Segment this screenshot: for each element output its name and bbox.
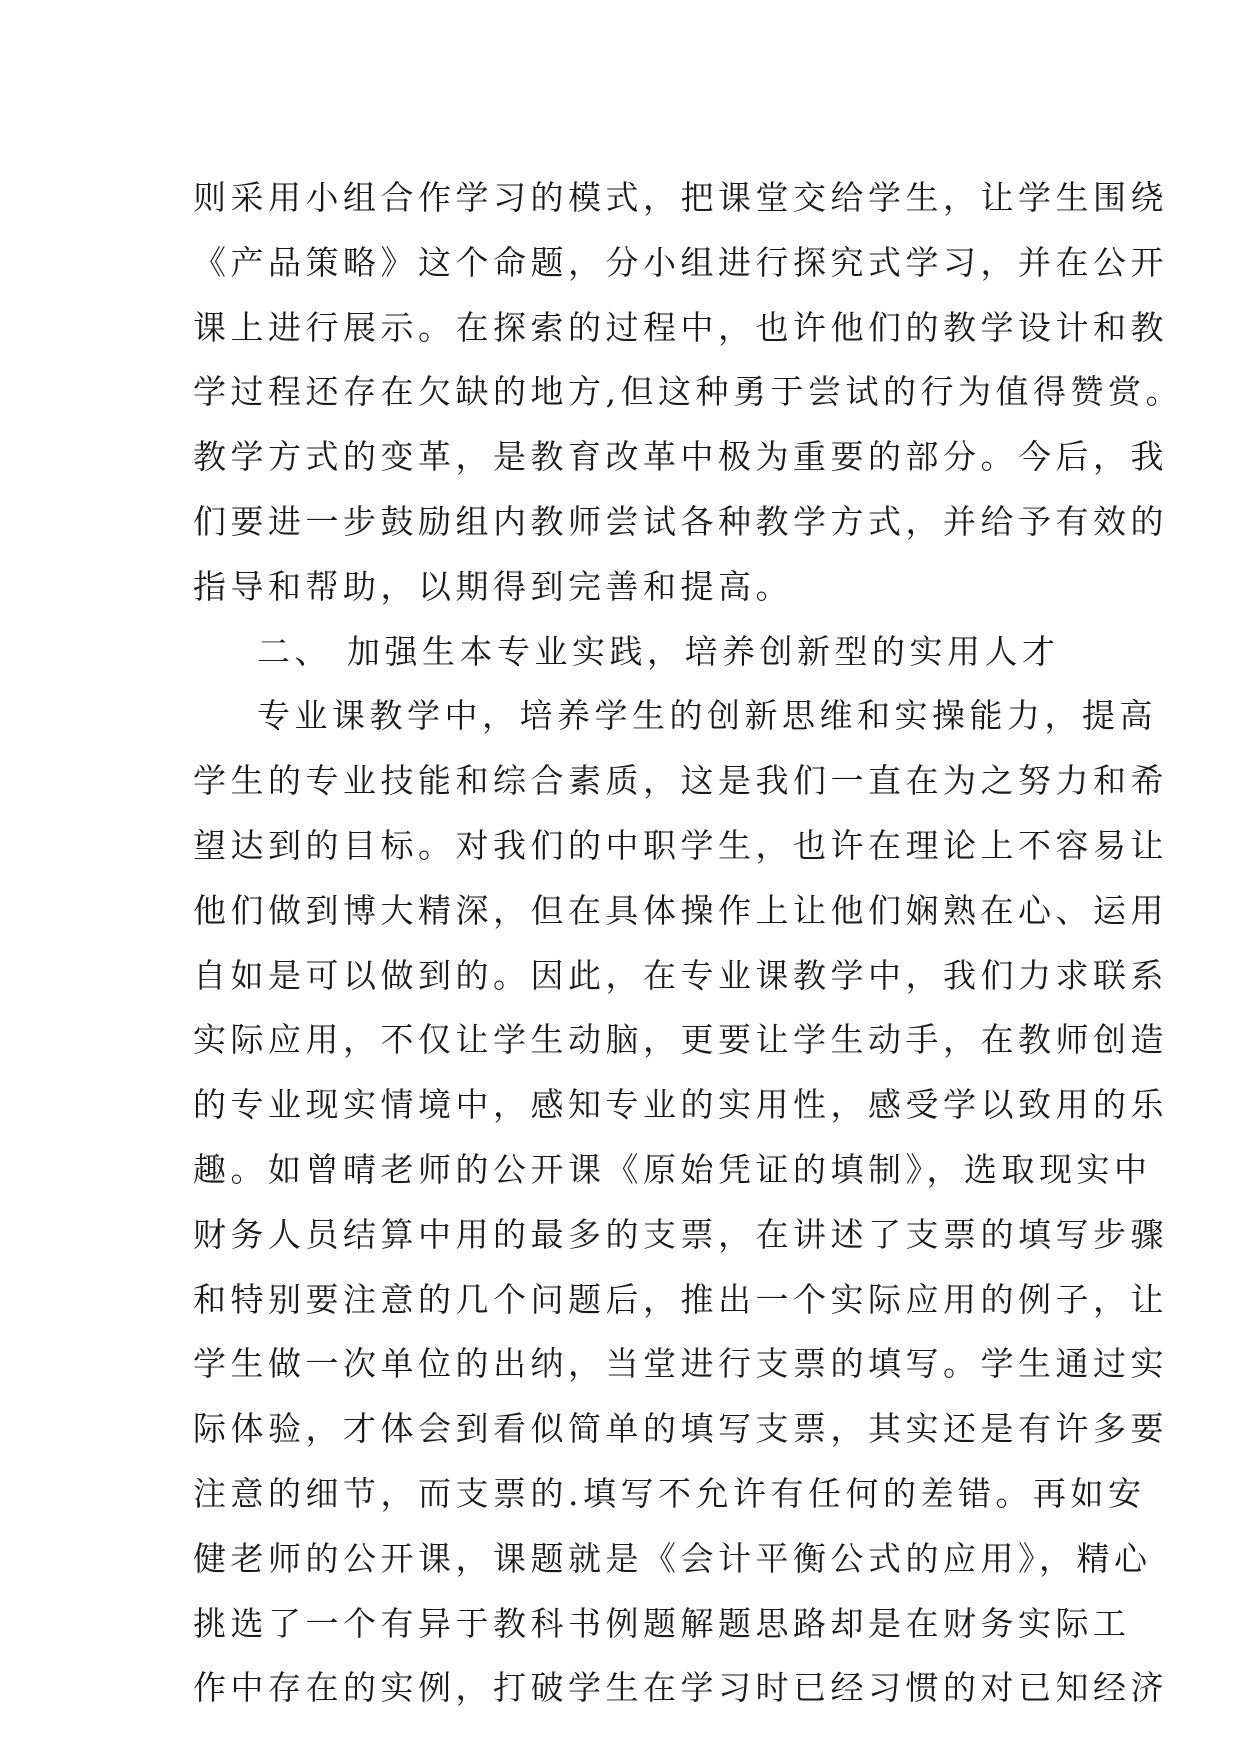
text-line: 学生的专业技能和综合素质，这是我们一直在为之努力和希 (193, 761, 1168, 801)
text-line: 指导和帮助，以期得到完善和提高。 (193, 566, 793, 606)
text-line: 学生做一次单位的出纳，当堂进行支票的填写。学生通过实 (193, 1344, 1168, 1384)
text-line: 们要进一步鼓励组内教师尝试各种教学方式，并给予有效的 (193, 501, 1168, 541)
text-line: 注意的细节，而支票的.填写不允许有任何的差错。再如安 (193, 1473, 1146, 1513)
text-line: 和特别要注意的几个问题后，推出一个实际应用的例子，让 (193, 1279, 1168, 1319)
text-line: 课上进行展示。在探索的过程中，也许他们的教学设计和教 (193, 307, 1168, 347)
text-line: 际体验，才体会到看似简单的填写支票，其实还是有许多要 (193, 1409, 1168, 1449)
text-line: 实际应用，不仅让学生动脑，更要让学生动手，在教师创造 (193, 1020, 1168, 1060)
text-line: 《产品策略》这个命题，分小组进行探究式学习，并在公开 (193, 242, 1168, 282)
text-line: 健老师的公开课，课题就是《会计平衡公式的应用》，精心 (193, 1538, 1152, 1578)
text-line: 学过程还存在欠缺的地方,但这种勇于尝试的行为值得赞赏。 (193, 372, 1183, 412)
text-line: 的专业现实情境中，感知专业的实用性，感受学以致用的乐 (193, 1085, 1168, 1125)
text-line: 他们做到博大精深，但在具体操作上让他们娴熟在心、运用 (193, 890, 1168, 930)
text-line: 挑选了一个有异于教科书例题解题思路却是在财务实际工 (193, 1603, 1131, 1643)
text-line: 趣。如曾晴老师的公开课《原始凭证的填制》，选取现实中 (193, 1149, 1152, 1189)
text-line: 教学方式的变革，是教育改革中极为重要的部分。今后，我 (193, 437, 1168, 477)
section-heading: 二、 加强生本专业实践，培养创新型的实用人才 (257, 631, 1060, 671)
text-line: 则采用小组合作学习的模式，把课堂交给学生，让学生围绕 (193, 178, 1168, 217)
text-line: 望达到的目标。对我们的中职学生，也许在理论上不容易让 (193, 825, 1168, 865)
text-line: 自如是可以做到的。因此，在专业课教学中，我们力求联系 (193, 955, 1168, 995)
paragraph-teaching-methods (193, 166, 1183, 620)
text-line: 财务人员结算中用的最多的支票，在讲述了支票的填写步骤 (193, 1214, 1168, 1254)
document-body (193, 166, 1183, 1721)
text-line: 作中存在的实例，打破学生在学习时已经习惯的对已知经济 (193, 1668, 1168, 1708)
paragraph-professional-practice (193, 684, 1168, 1721)
text-line: 专业课教学中，培养学生的创新思维和实操能力，提高 (257, 696, 1157, 736)
